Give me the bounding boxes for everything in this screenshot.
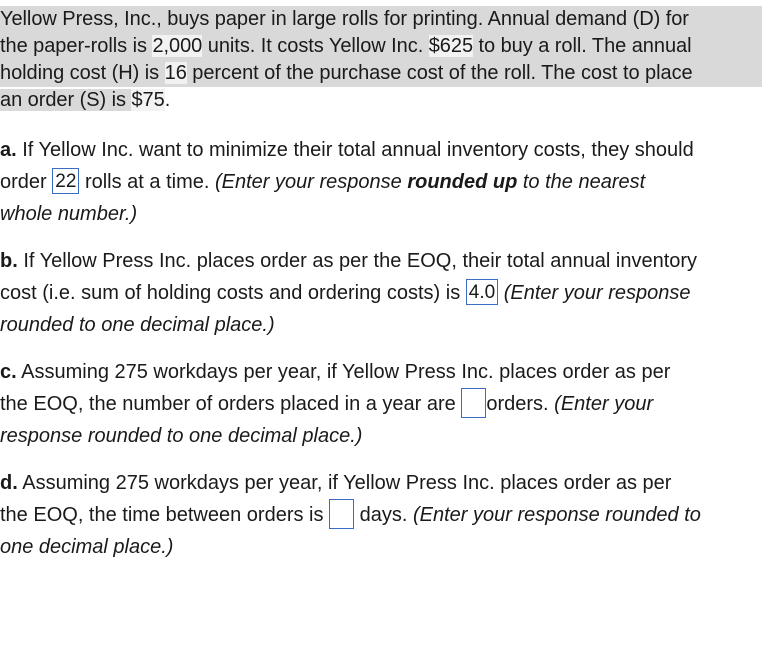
question-text: order xyxy=(0,171,53,193)
intro-line-4-highlight xyxy=(0,89,165,111)
question-c-line-3: response rounded to one decimal place.) xyxy=(0,425,363,447)
instruction-note: (Enter your response xyxy=(498,282,691,304)
intro-line-2-highlight xyxy=(0,33,762,60)
note-bold-text: rounded up xyxy=(407,171,518,193)
answer-input-b[interactable]: 4.0 xyxy=(466,279,498,305)
question-d-line-3: one decimal place.) xyxy=(0,536,174,558)
question-label: c. xyxy=(0,361,17,383)
question-b xyxy=(0,245,776,341)
question-c xyxy=(0,356,776,452)
question-c-line-2 xyxy=(0,388,776,420)
question-a-line-2 xyxy=(0,166,776,198)
question-b-line-3: rounded to one decimal place.) xyxy=(0,314,275,336)
question-text: If Yellow Inc. want to minimize their total annual inventory costs, they should xyxy=(16,139,694,161)
intro-text: . xyxy=(164,89,171,111)
question-b-line-2 xyxy=(0,277,776,309)
intro-text: units. It costs Yellow Inc. xyxy=(202,35,429,57)
instruction-note: (Enter your xyxy=(554,393,654,415)
question-text: the EOQ, the number of orders placed in a year are xyxy=(0,393,462,415)
question-d-line-2 xyxy=(0,499,776,531)
question-text: cost (i.e. sum of holding costs and ordering costs) is xyxy=(0,282,466,304)
question-text: orders. xyxy=(486,393,555,415)
holding-percent-value: 16 xyxy=(164,62,187,84)
intro-line-1 xyxy=(0,6,776,33)
instruction-note xyxy=(215,171,645,193)
question-text: rolls at a time. xyxy=(79,171,215,193)
question-text: If Yellow Press Inc. places order as per the EOQ, their total annual inventory xyxy=(17,250,698,272)
question-label: d. xyxy=(0,472,18,494)
intro-text: holding cost (H) is xyxy=(0,62,165,84)
answer-input-d[interactable] xyxy=(329,499,354,529)
question-a xyxy=(0,134,776,230)
question-a-line-1 xyxy=(0,134,776,166)
intro-line-3-highlight xyxy=(0,60,762,87)
intro-line-1-text: Yellow Press, Inc., buys paper in large rolls for printing. Annual demand (D) for xyxy=(0,6,762,33)
intro-line-3 xyxy=(0,60,776,87)
question-d-line-1 xyxy=(0,467,776,499)
answer-input-a[interactable]: 22 xyxy=(52,168,79,194)
roll-cost-value: $625 xyxy=(428,35,474,57)
question-text: days. xyxy=(354,504,413,526)
question-text: Assuming 275 workdays per year, if Yellow Press Inc. places order as per xyxy=(16,361,671,383)
question-label: b. xyxy=(0,250,18,272)
annual-demand-value: 2,000 xyxy=(152,35,203,57)
problem-statement xyxy=(0,6,776,114)
order-cost-value: $75 xyxy=(131,89,165,111)
question-label: a. xyxy=(0,139,17,161)
intro-text: an order (S) is xyxy=(0,89,132,111)
intro-line-2 xyxy=(0,33,776,60)
intro-text: percent of the purchase cost of the roll. The cost to place xyxy=(186,62,693,84)
intro-line-4 xyxy=(0,87,776,114)
note-text: to the nearest xyxy=(517,171,646,193)
question-d xyxy=(0,467,776,563)
instruction-note: (Enter your response rounded to xyxy=(412,504,701,526)
answer-input-c[interactable] xyxy=(461,388,486,418)
question-c-line-1 xyxy=(0,356,776,388)
note-text: (Enter your response xyxy=(215,171,408,193)
question-a-line-3: whole number.) xyxy=(0,203,138,225)
question-text: the EOQ, the time between orders is xyxy=(0,504,330,526)
intro-text: to buy a roll. The annual xyxy=(473,35,692,57)
intro-text: the paper-rolls is xyxy=(0,35,153,57)
question-b-line-1 xyxy=(0,245,776,277)
question-text: Assuming 275 workdays per year, if Yellow Press Inc. places order as per xyxy=(17,472,672,494)
